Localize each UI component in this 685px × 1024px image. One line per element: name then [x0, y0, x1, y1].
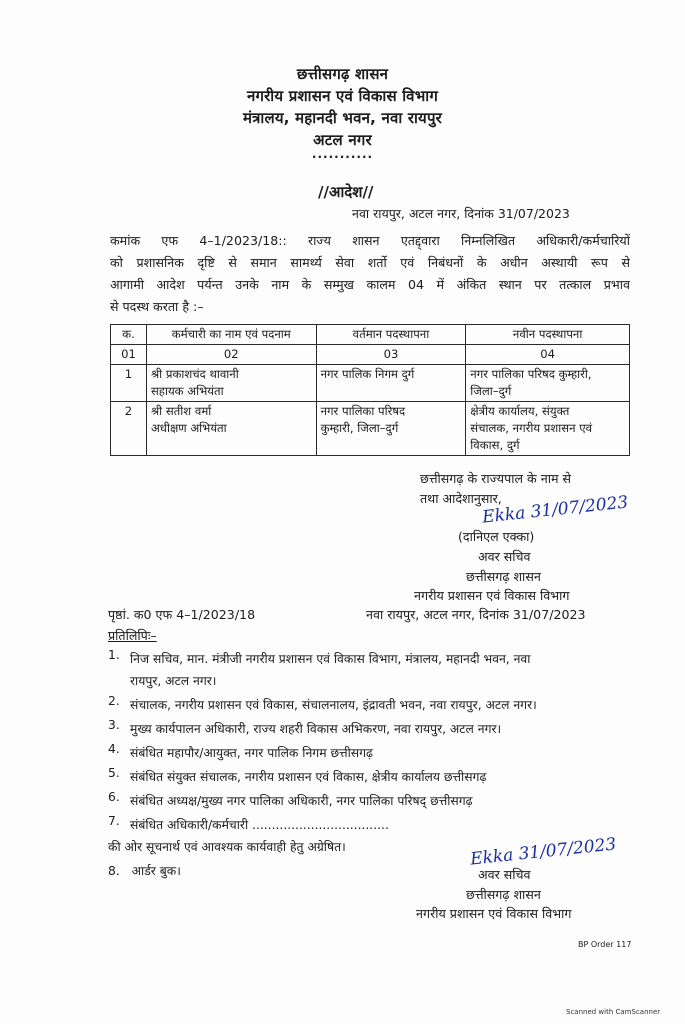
table-column-number-row [111, 345, 630, 365]
table-cell: 1 [111, 365, 147, 402]
list-item-text: मुख्य कार्यपालन अधिकारी, राज्य शहरी विकास अभिकरण, नवा रायपुर, अटल नगर। [130, 722, 502, 736]
list-item-number: 6. [108, 790, 120, 804]
governor-order-line: छत्तीसगढ़ के राज्यपाल के नाम से [420, 471, 572, 486]
list-item-number: 3. [108, 718, 120, 732]
table-cell-current [316, 365, 466, 402]
table-row [111, 365, 630, 402]
new-posting-line: संचालक, नगरीय प्रशासन एवं [470, 421, 593, 435]
list-item-text: संबंधित महापौर/आयुक्त, नगर पालिक निगम छत्तीसगढ़ [130, 746, 373, 760]
header-government: छत्तीसगढ़ शासन [296, 65, 389, 83]
list-item-text: संबंधित संयुक्त संचालक, नगरीय प्रशासन एवं विकास, क्षेत्रीय कार्यालय छत्तीसगढ़ [130, 770, 487, 784]
employee-name: श्री प्रकाशचंद थावानी [150, 367, 239, 381]
order-body [110, 230, 630, 318]
list-item-number: 1. [108, 648, 120, 662]
endorsement-number: पृष्ठां. क0 एफ 4–1/2023/18 [108, 607, 256, 622]
signatory-name: (दानिएल एक्का) [458, 529, 535, 544]
current-posting: नगर पालिका परिषद [320, 404, 406, 418]
list-item-text: संबंधित अधिकारी/कर्मचारी ................................... [130, 818, 389, 832]
list-item-text [130, 648, 630, 692]
signature-2: Ekka 31/07/2023 [469, 834, 618, 870]
place-date-order: नवा रायपुर, अटल नगर, दिनांक 31/07/2023 [352, 206, 570, 221]
table-cell-current [316, 402, 466, 456]
header-department: नगरीय प्रशासन एवं विकास विभाग [247, 87, 438, 105]
order-body-line: को प्रशासनिक दृष्टि से समान सामर्थ्य सेवा शर्तो एवं निबंधनों के अधीन अस्थायी रूप से [110, 255, 630, 270]
table-cell-new [466, 365, 630, 402]
table-header-cell: क. [111, 325, 147, 345]
new-posting-line: क्षेत्रीय कार्यालय, संयुक्त [470, 404, 570, 418]
signatory-department: नगरीय प्रशासन एवं विकास विभाग [414, 588, 570, 603]
order-body-line: से पदस्थ करता है :– [110, 299, 204, 314]
order-body-line: आगामी आदेश पर्यन्त उनके नाम के सम्मुख कालम 04 में अंकित स्थान पर तत्काल प्रभाव [110, 277, 630, 292]
signatory-government: छत्तीसगढ़ शासन [466, 569, 541, 584]
order-title: //आदेश// [318, 183, 374, 201]
list-item-text: संचालक, नगरीय प्रशासन एवं विकास, संचालनालय, इंद्रावती भवन, नवा रायपुर, अटल नगर। [130, 698, 537, 712]
table-cell: 02 [146, 345, 316, 365]
copy-heading: प्रतिलिपिः– [108, 628, 157, 643]
employee-post: अधीक्षण अभियंता [150, 421, 227, 435]
employee-post: सहायक अभियंता [150, 384, 224, 398]
list-item-number: 8. [108, 864, 120, 878]
order-body-line: कमांक एफ 4–1/2023/18:: राज्य शासन एतद्द्वारा निम्नलिखित अधिकारी/कर्मचारियों [110, 233, 630, 248]
signatory-designation-2: अवर सचिव [478, 867, 531, 882]
signatory-government-2: छत्तीसगढ़ शासन [466, 887, 541, 902]
list-item-text: आर्डर बुक। [131, 864, 181, 878]
header-address: मंत्रालय, महानदी भवन, नवा रायपुर [242, 109, 443, 127]
footer-code: BP Order 117 [578, 940, 632, 949]
current-posting: नगर पालिक निगम दुर्ग [320, 367, 415, 381]
table-row [111, 402, 630, 456]
new-posting-line: नगर पालिका परिषद कुम्हारी, [470, 367, 592, 381]
by-order-line: तथा आदेशानुसार, [420, 491, 502, 506]
list-item-text: संबंधित अध्यक्ष/मुख्य नगर पालिका अधिकारी, नगर पालिका परिषद् छत्तीसगढ़ [130, 794, 473, 808]
table-cell: 03 [316, 345, 466, 365]
table-cell: 2 [111, 402, 147, 456]
list-item-number: 2. [108, 694, 120, 708]
current-posting: कुम्हारी, जिला–दुर्ग [320, 421, 399, 435]
list-item-number: 5. [108, 766, 120, 780]
new-posting-line: विकास, दुर्ग [470, 438, 520, 452]
signatory-designation: अवर सचिव [478, 549, 531, 564]
table-header-cell: कर्मचारी का नाम एवं पदनाम [146, 325, 316, 345]
table-header-cell: वर्तमान पदस्थापना [316, 325, 466, 345]
new-posting-line: जिला–दुर्ग [470, 384, 512, 398]
employee-name: श्री सतीश वर्मा [150, 404, 212, 418]
list-item-line: रायपुर, अटल नगर। [130, 674, 217, 688]
list-item-number: 7. [108, 814, 120, 828]
list-item-8 [108, 862, 181, 879]
signature-1: Ekka 31/07/2023 [481, 492, 630, 528]
header-divider: ........... [311, 147, 374, 161]
header-city: अटल नगर [313, 131, 372, 149]
table-cell-new [466, 402, 630, 456]
scanner-watermark: Scanned with CamScanner [566, 1008, 661, 1016]
table-cell-employee [146, 402, 316, 456]
forward-line: की ओर सूचनार्थ एवं आवश्यक कार्यवाही हेतु अग्रेषित। [108, 840, 346, 854]
table-header-row [111, 325, 630, 345]
signatory-department-2: नगरीय प्रशासन एवं विकास विभाग [416, 906, 572, 921]
list-item-number: 4. [108, 742, 120, 756]
place-date-endorsement: नवा रायपुर, अटल नगर, दिनांक 31/07/2023 [366, 607, 586, 622]
transfer-table [110, 324, 630, 456]
table-header-cell: नवीन पदस्थापना [466, 325, 630, 345]
table-cell-employee [146, 365, 316, 402]
table-cell: 04 [466, 345, 630, 365]
list-item-line: निज सचिव, मान. मंत्रीजी नगरीय प्रशासन एवं विकास विभाग, मंत्रालय, महानदी भवन, नवा [130, 652, 531, 666]
table-cell: 01 [111, 345, 147, 365]
